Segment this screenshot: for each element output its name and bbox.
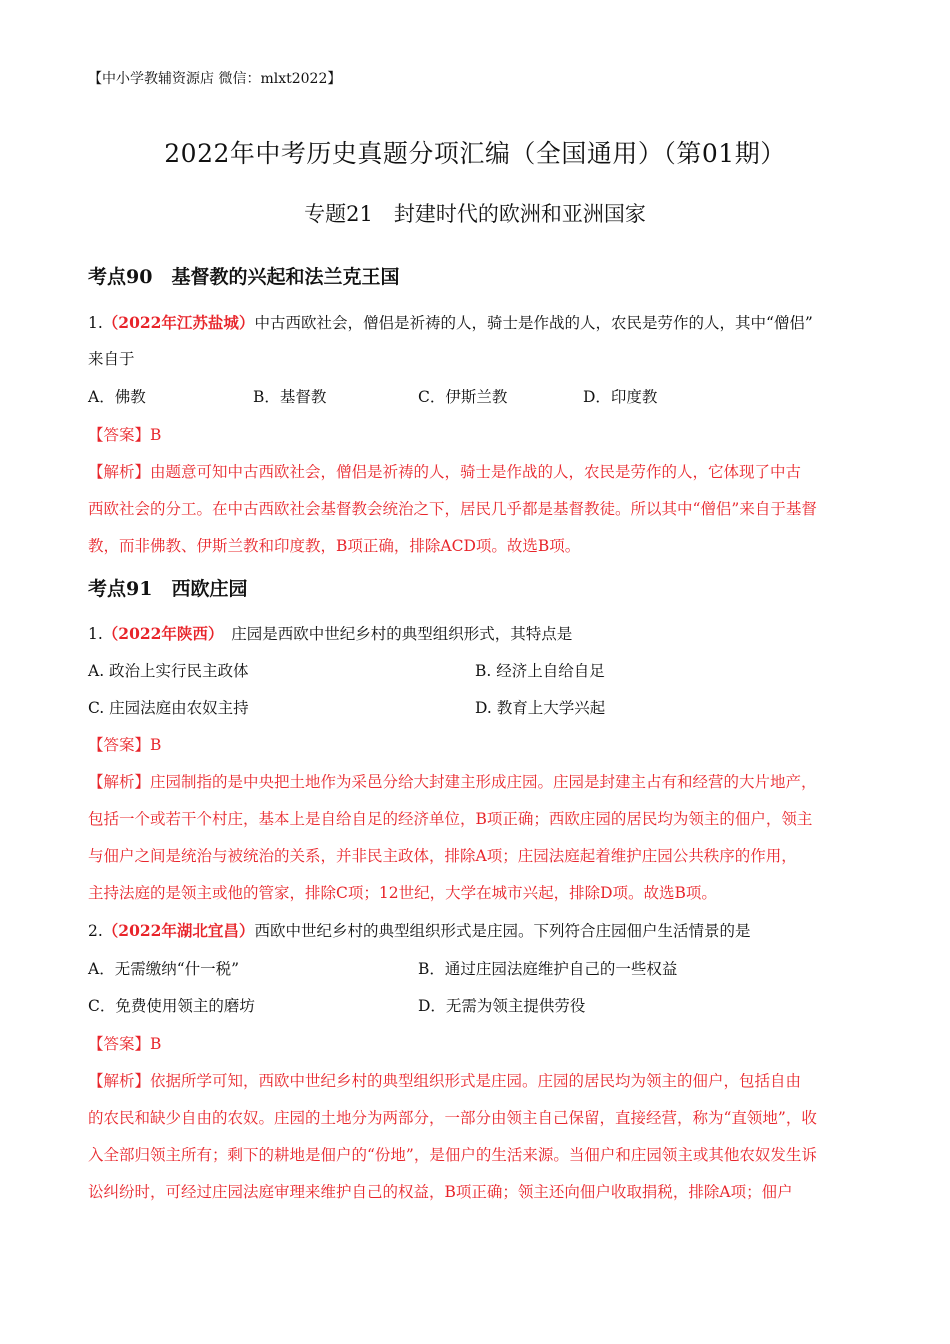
document-title: 2022年中考历史真题分项汇编（全国通用）（第01期） (164, 139, 786, 168)
option-a: A. 政治上实行民主政体 (88, 662, 249, 680)
analysis-line: 西欧社会的分工。在中古西欧社会基督教会统治之下，居民几乎都是基督教徒。所以其中“僧侣”来自于基督 (88, 500, 817, 518)
analysis-line: 的农民和缺少自由的农奴。庄园的土地分为两部分，一部分由领主自己保留，直接经营，称为“直领地”，收 (88, 1109, 817, 1127)
option-a: A．佛教 (88, 388, 146, 406)
analysis-line: 入全部归领主所有；剩下的耕地是佃户的“份地”，是佃户的生活来源。当佃户和庄园领主或其他农奴发生诉 (88, 1146, 817, 1164)
analysis-line: 与佃户之间是统治与被统治的关系，并非民主政体，排除A项；庄园法庭起着维护庄园公共秩序的作用， (88, 847, 797, 865)
option-d: D．无需为领主提供劳役 (418, 997, 586, 1015)
analysis-line: 【解析】由题意可知中古西欧社会，僧侣是祈祷的人，骑士是作战的人，农民是劳作的人，它体现了中古 (88, 463, 802, 481)
option-c: C．免费使用领主的磨坊 (88, 997, 255, 1015)
question-number: 1. (88, 314, 103, 332)
question-source: （2022年江苏盐城） (102, 313, 255, 332)
analysis-line: 主持法庭的是领主或他的管家，排除C项；12世纪，大学在城市兴起，排除D项。故选B项。 (88, 884, 717, 902)
question-source: （2022年湖北宜昌） (102, 921, 255, 940)
analysis-line: 【解析】依据所学可知，西欧中世纪乡村的典型组织形式是庄园。庄园的居民均为领主的佃户，包括自由 (88, 1072, 802, 1090)
analysis-line: 教，而非佛教、伊斯兰教和印度教，B项正确，排除ACD项。故选B项。 (88, 537, 581, 555)
answer-label: 【答案】B (88, 426, 162, 444)
answer-label: 【答案】B (88, 736, 162, 754)
option-d: D. 教育上大学兴起 (475, 699, 606, 717)
question-stem (88, 311, 813, 333)
watermark-header: 【中小学教辅资源店 微信：mlxt2022】 (88, 71, 342, 87)
analysis-line: 包括一个或若干个村庄，基本上是自给自足的经济单位，B项正确；西欧庄园的居民均为领主的佃户，领主 (88, 810, 813, 828)
section-heading-90: 考点90 基督教的兴起和法兰克王国 (88, 266, 400, 288)
question-text: 中古西欧社会，僧侣是祈祷的人，骑士是作战的人，农民是劳作的人，其中“僧侣” (254, 314, 813, 332)
option-b: B. 经济上自给自足 (475, 662, 605, 680)
question-source: （2022年陕西） (102, 624, 216, 643)
analysis-line: 讼纠纷时，可经过庄园法庭审理来维护自己的权益，B项正确；领主还向佃户收取捐税，排除A项；佃户 (88, 1183, 793, 1201)
document-subtitle: 专题21 封建时代的欧洲和亚洲国家 (304, 202, 646, 226)
section-heading-91: 考点91 西欧庄园 (88, 578, 248, 600)
option-d: D．印度教 (583, 388, 658, 406)
question-stem (88, 622, 572, 644)
answer-label: 【答案】B (88, 1035, 162, 1053)
question-text: 庄园是西欧中世纪乡村的典型组织形式，其特点是 (215, 625, 573, 643)
question-stem (88, 919, 750, 941)
option-b: B．通过庄园法庭维护自己的一些权益 (418, 960, 678, 978)
analysis-line: 【解析】庄园制指的是中央把土地作为采邑分给大封建主形成庄园。庄园是封建主占有和经营的大片地产， (88, 773, 817, 791)
question-number: 1. (88, 625, 103, 643)
option-a: A．无需缴纳“什一税” (88, 960, 240, 978)
question-text: 西欧中世纪乡村的典型组织形式是庄园。下列符合庄园佃户生活情景的是 (254, 922, 751, 940)
option-c: C．伊斯兰教 (418, 388, 508, 406)
option-c: C. 庄园法庭由农奴主持 (88, 699, 249, 717)
option-b: B．基督教 (253, 388, 327, 406)
question-number: 2. (88, 922, 103, 940)
question-text-continued: 来自于 (88, 350, 135, 368)
